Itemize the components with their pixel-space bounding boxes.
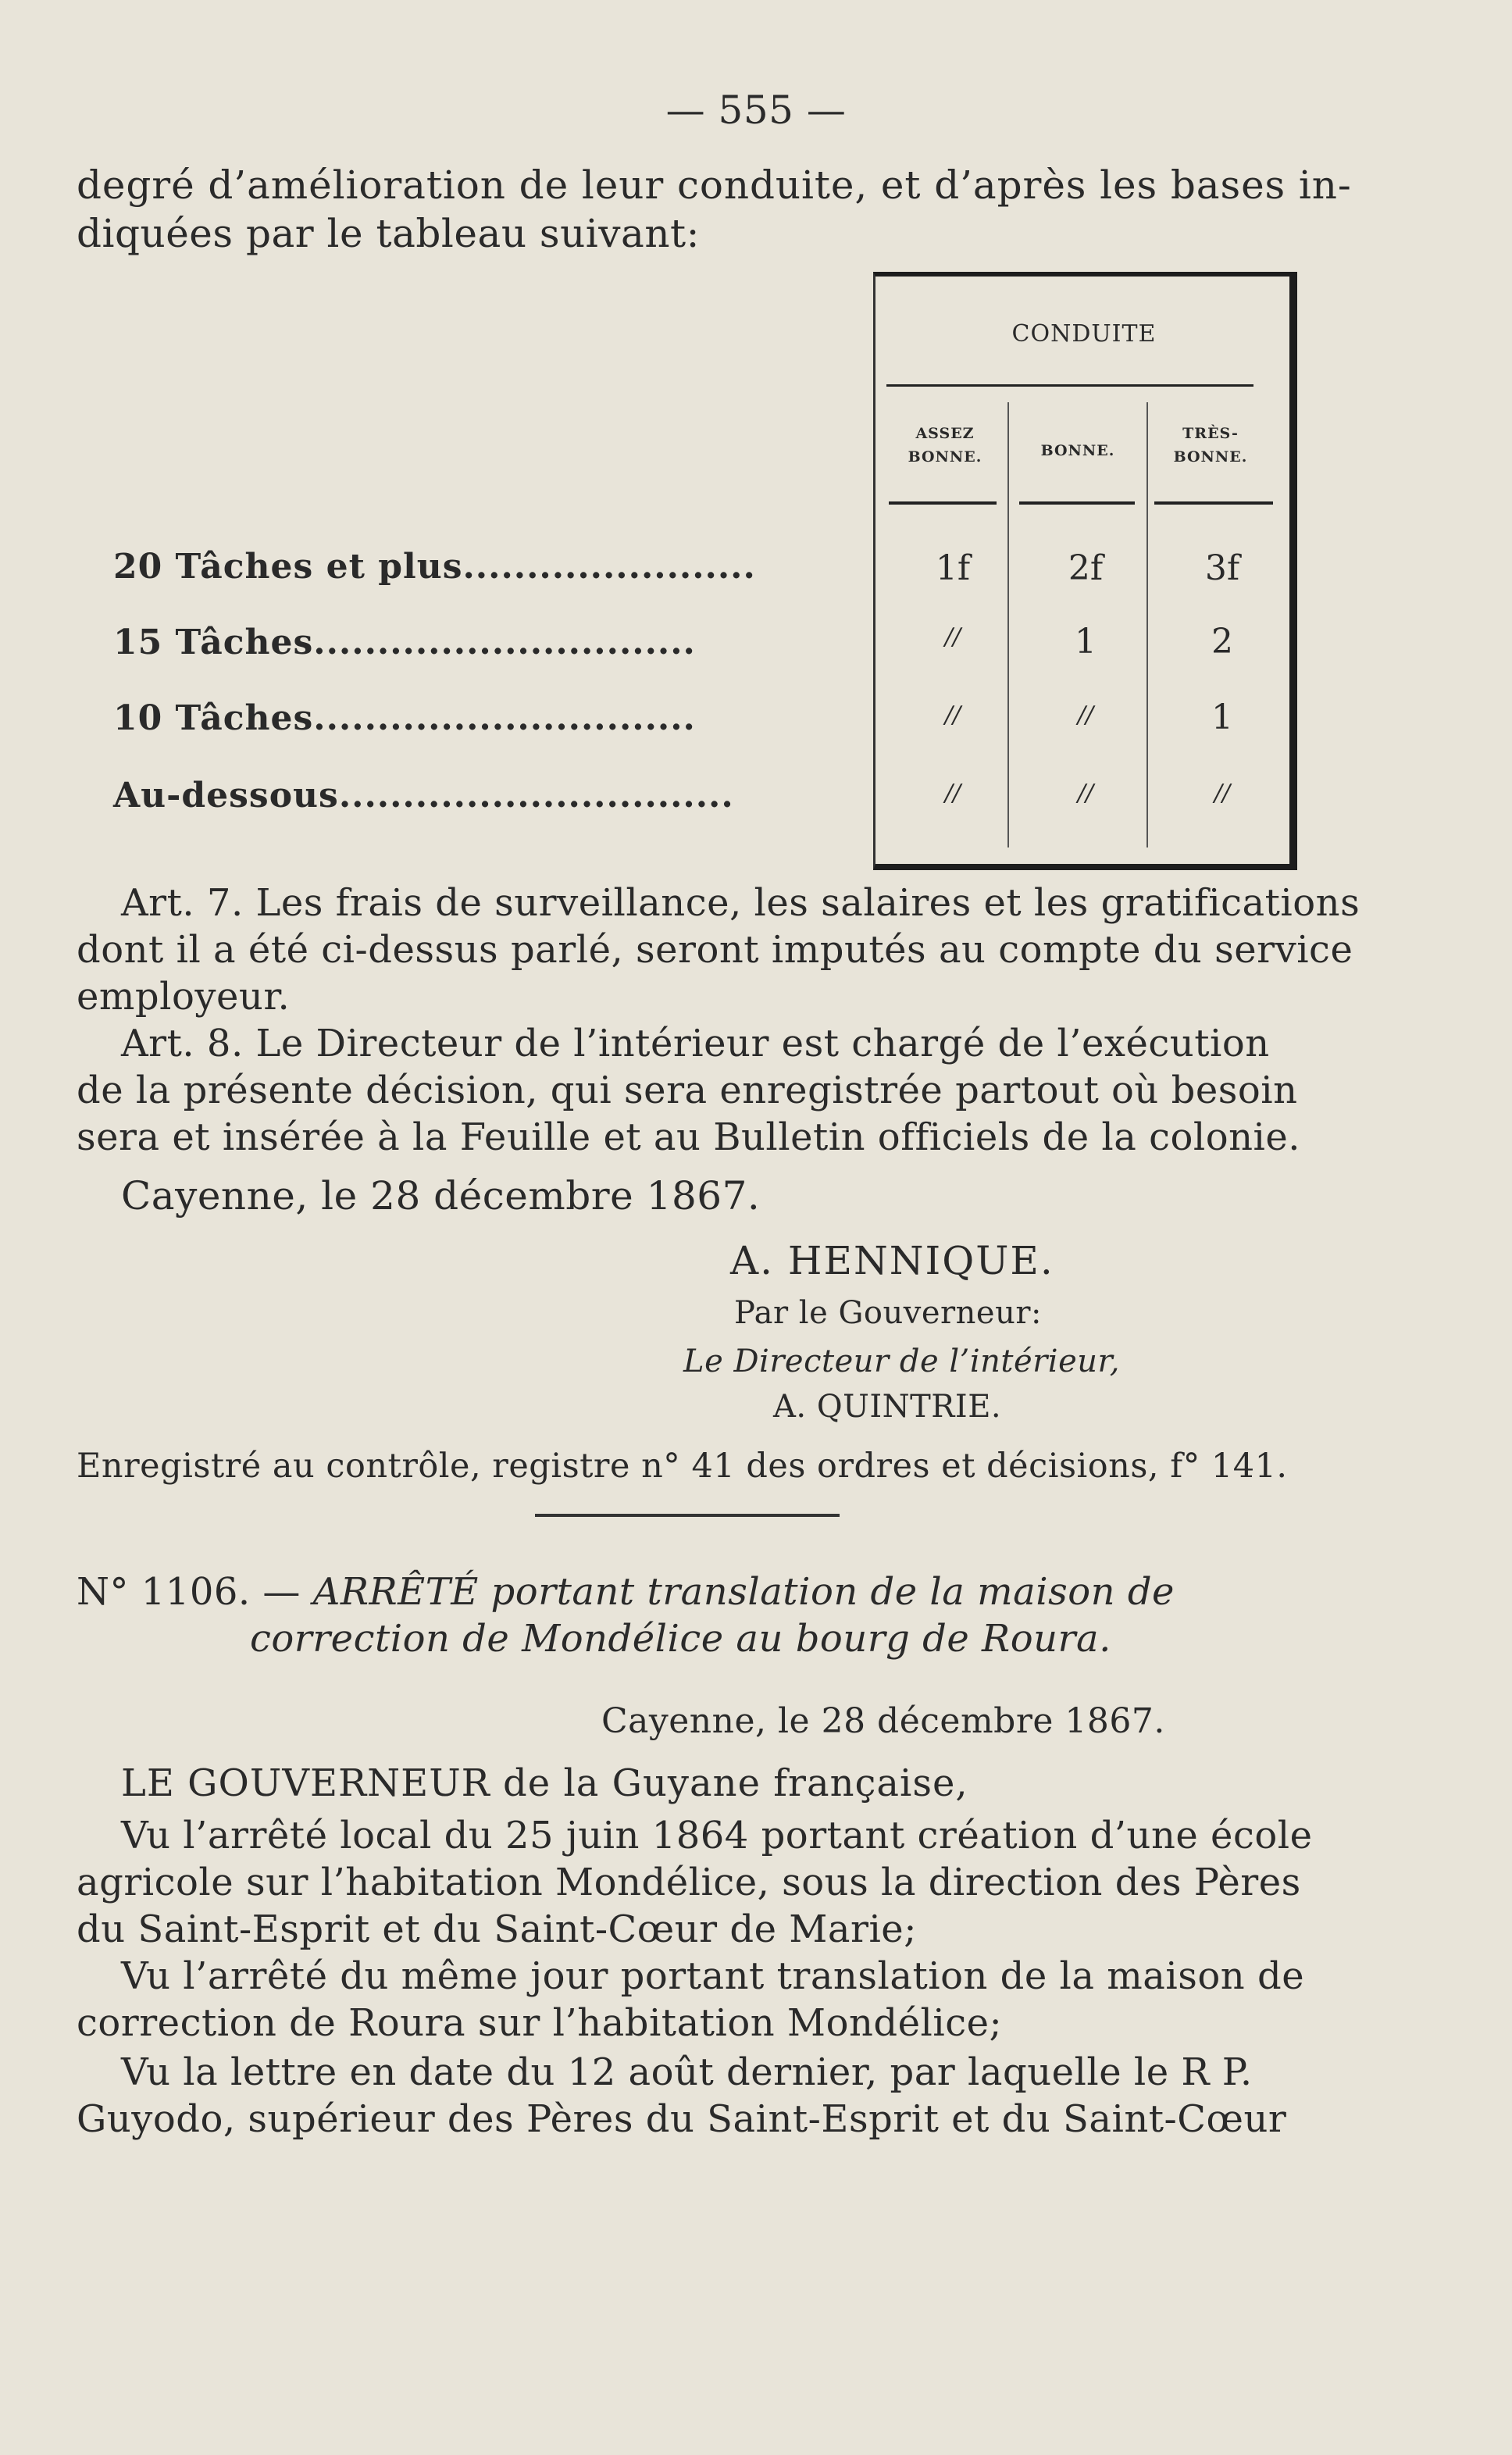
decree-heading xyxy=(77,1570,1175,1614)
article-8-line: Art. 8. Le Directeur de l’intérieur est chargé de l’exécution xyxy=(121,1022,1270,1065)
body-line: Vu l’arrêté local du 25 juin 1864 portant création d’une école xyxy=(121,1814,1313,1857)
table-cell: 1 xyxy=(1211,698,1233,737)
body-line: du Saint-Esprit et du Saint-Cœur de Marie; xyxy=(77,1907,917,1951)
table-cell: 3f xyxy=(1204,548,1240,588)
dot-leader: .............................. xyxy=(313,623,696,662)
date-line: Cayenne, le 28 décembre 1867. xyxy=(601,1701,1165,1741)
signature-by: Par le Gouverneur: xyxy=(734,1295,1042,1331)
table-cell: 1 xyxy=(1075,622,1097,662)
governor-signature: A. HENNIQUE. xyxy=(730,1238,1054,1283)
row-label xyxy=(113,776,734,815)
row-label xyxy=(113,698,696,738)
table-cell: // xyxy=(944,623,961,651)
dot-leader: ............................... xyxy=(338,776,734,815)
table-rule xyxy=(889,501,997,505)
column-header-line: BONNE. xyxy=(1040,442,1115,459)
column-header-line: TRÈS- xyxy=(1182,425,1239,442)
dot-leader: .............................. xyxy=(313,698,696,738)
table-cell: 1f xyxy=(935,548,971,588)
body-line: Vu l’arrêté du même jour portant translation de la maison de xyxy=(121,1954,1305,1998)
table-rule xyxy=(1019,501,1135,505)
article-8-line: sera et insérée à la Feuille et au Bulletin officiels de la colonie. xyxy=(77,1115,1301,1159)
article-7-line: dont il a été ci-dessus parlé, seront imputés au compte du service xyxy=(77,928,1353,972)
column-divider xyxy=(1007,402,1009,847)
table-cell: 2f xyxy=(1068,548,1104,588)
column-header-line: ASSEZ xyxy=(915,425,975,442)
article-8-line: de la présente décision, qui sera enregistrée partout où besoin xyxy=(77,1069,1298,1112)
body-line: Vu la lettre en date du 12 août dernier, par laquelle le R P. xyxy=(121,2050,1253,2094)
article-7-line: employeur. xyxy=(77,975,291,1019)
column-header-line: BONNE. xyxy=(908,448,982,466)
table-rule xyxy=(1154,501,1273,505)
article-7-line: Art. 7. Les frais de surveillance, les salaires et les gratifications xyxy=(121,881,1360,925)
row-label-text: 10 Tâches xyxy=(113,698,314,738)
table-cell: // xyxy=(1077,701,1094,729)
decree-title: ARRÊTÉ portant translation de la maison de xyxy=(312,1570,1175,1614)
body-line: Guyodo, supérieur des Pères du Saint-Esprit et du Saint-Cœur xyxy=(77,2097,1287,2141)
body-line: correction de Roura sur l’habitation Mondélice; xyxy=(77,2001,1003,2045)
row-label xyxy=(113,547,756,587)
row-label-text: Au-dessous xyxy=(113,776,339,815)
table-cell: // xyxy=(1214,780,1231,807)
table-cell: 2 xyxy=(1211,622,1233,662)
column-header xyxy=(1019,439,1136,462)
signature-role: Le Directeur de l’intérieur, xyxy=(683,1343,1120,1379)
decree-title-continued: correction de Mondélice au bourg de Roura. xyxy=(250,1617,1111,1661)
column-header xyxy=(1156,422,1265,469)
section-separator xyxy=(535,1514,840,1517)
page-number: — 555 — xyxy=(665,87,847,133)
dot-leader: ....................... xyxy=(462,547,756,587)
signature-signer: A. QUINTRIE. xyxy=(773,1389,1002,1425)
governor-line: LE GOUVERNEUR de la Guyane française, xyxy=(121,1761,968,1805)
row-label-text: 20 Tâches et plus xyxy=(113,547,463,587)
column-header xyxy=(890,422,1000,469)
intro-line: degré d’amélioration de leur conduite, et d’après les bases in- xyxy=(77,162,1352,208)
table-rule xyxy=(886,384,1253,387)
body-line: agricole sur l’habitation Mondélice, sous la direction des Pères xyxy=(77,1861,1301,1904)
intro-line: diquées par le tableau suivant: xyxy=(77,211,700,256)
row-label xyxy=(113,623,696,662)
table-cell: // xyxy=(1077,780,1094,807)
registration-note: Enregistré au contrôle, registre n° 41 des ordres et décisions, f° 141. xyxy=(77,1447,1288,1486)
table-cell: // xyxy=(944,701,961,729)
column-header-line: BONNE. xyxy=(1173,448,1248,466)
table-header: CONDUITE xyxy=(1011,320,1157,348)
date-line: Cayenne, le 28 décembre 1867. xyxy=(121,1173,761,1219)
column-divider xyxy=(1146,402,1148,847)
row-label-text: 15 Tâches xyxy=(113,623,314,662)
decree-number: N° 1106. — xyxy=(77,1570,301,1614)
table-cell: // xyxy=(944,780,961,807)
